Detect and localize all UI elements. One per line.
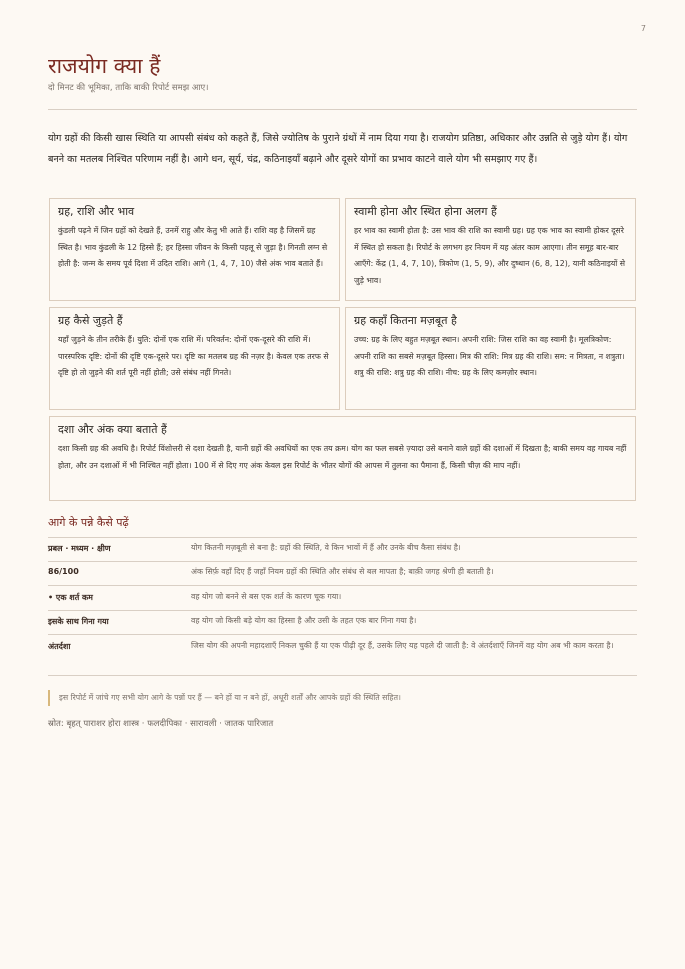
table-row — [48, 585, 637, 610]
row-description: वह योग जो किसी बड़े योग का हिस्सा है और उसी के तहत एक बार गिना गया है। — [191, 616, 417, 625]
footnote-quote: इस रिपोर्ट में जांचे गए सभी योग आगे के पन्नों पर हैं — बने हों या न बने हों, अधूरी शर्तों और आपके ग्रहों की स्थिति सहित। — [48, 690, 639, 706]
card-lordship-placement — [345, 198, 636, 301]
divider — [48, 109, 637, 110]
card-dasha-scores — [49, 416, 636, 501]
card-title: स्वामी होना और स्थित होना अलग हैं — [354, 205, 497, 218]
row-description: अंक सिर्फ़ वहाँ दिए हैं जहाँ नियम ग्रहों की स्थिति और संबंध से बल मापता है; बाक़ी जगह श्रेणी ही बताती है। — [191, 567, 494, 576]
page-title: राजयोग क्या हैं — [48, 54, 161, 78]
card-title: दशा और अंक क्या बताते हैं — [58, 423, 167, 436]
table-row — [48, 537, 637, 561]
guide-table — [48, 537, 637, 676]
card-title: ग्रह, राशि और भाव — [58, 205, 135, 218]
card-planet-strength — [345, 307, 636, 410]
page-subtitle: दो मिनट की भूमिका, ताकि बाकी रिपोर्ट समझ आए। — [48, 83, 209, 93]
card-body: उच्च: ग्रह के लिए बहुत मज़बूत स्थान। अपनी राशि: जिस राशि का वह स्वामी है। मूलत्रिकोण: अपनी राशि का सबसे मज़बूत हिस्सा। मित्र की राशि: मित्र ग्रह की राशि। सम: न मित्रता, न शत्रुता। शत्रु की राशि: शत्रु ग्रह की राशि। नीच: ग्रह के लिए कमज़ोर स्थान। — [354, 335, 625, 377]
row-term: इसके साथ गिना गया — [48, 617, 109, 626]
card-planet-connections — [49, 307, 340, 410]
row-term: • एक शर्त कम — [48, 593, 93, 602]
card-title: ग्रह कैसे जुड़ते हैं — [58, 314, 123, 327]
card-planet-sign-house — [49, 198, 340, 301]
row-term: अंतर्दशा — [48, 642, 71, 651]
table-row — [48, 610, 637, 634]
card-body: कुंडली पढ़ने में जिन ग्रहों को देखते हैं, उनमें राहु और केतु भी आते हैं। राशि वह है जिसमें ग्रह स्थित है। भाव कुंडली के 12 हिस्से हैं; हर हिस्सा जीवन के किसी पहलू से जुड़ा है। गिनती लग्न से होती है: जन्म के समय पूर्व दिशा में उदित राशि। आगे (1, 4, 7, 10) जैसे अंक भाव बताते हैं। — [58, 226, 328, 268]
card-title: ग्रह कहाँ कितना मज़बूत है — [354, 314, 457, 327]
table-row — [48, 561, 637, 585]
card-body: हर भाव का स्वामी होता है: उस भाव की राशि का स्वामी ग्रह। ग्रह एक भाव का स्वामी होकर दूसरे में स्थित हो सकता है। रिपोर्ट के लगभग हर नियम में यह अंतर काम आएगा। तीन समूह बार-बार आएँगे: केंद्र (1, 4, 7, 10), त्रिकोण (1, 5, 9), और दुष्थान (6, 8, 12), यानी कठिनाइयों से जुड़े भाव। — [354, 226, 626, 285]
row-description: योग कितनी मज़बूती से बना है: ग्रहों की स्थिति, वे किन भावों में हैं और उनके बीच कैसा संबंध है। — [191, 543, 461, 552]
card-body: यहाँ जुड़ने के तीन तरीके हैं। युति: दोनों एक राशि में। परिवर्तन: दोनों एक-दूसरे की राशि में। पारस्परिक दृष्टि: दोनों की दृष्टि एक-दूसरे पर। दृष्टि का मतलब ग्रह की नज़र है। केवल एक तरफ से दृष्टि हो तो जुड़ने की शर्त पूरी नहीं होती; उसे संबंध नहीं गिनते। — [58, 335, 329, 377]
card-body: दशा किसी ग्रह की अवधि है। रिपोर्ट विंशोत्तरी से दशा देखती है, यानी ग्रहों की अवधियों का एक तय क्रम। योग का फल सबसे ज़्यादा उसे बनाने वाले ग्रहों की दशाओं में दिखता है; बाकी समय वह गायब नहीं होता, और उन दशाओं में भी निश्चित नहीं होता। 100 में से दिए गए अंक केवल इस रिपोर्ट के भीतर योगों की आपस में तुलना का पैमाना हैं, किसी चीज़ की माप नहीं। — [58, 444, 627, 470]
row-term: 86/100 — [48, 567, 79, 576]
intro-paragraph: योग ग्रहों की किसी खास स्थिति या आपसी संबंध को कहते हैं, जिसे ज्योतिष के पुराने ग्रंथों में नाम दिया गया है। राजयोग प्रतिष्ठा, अधिकार और उन्नति से जुड़े योग हैं। योग बनने का मतलब निश्चित परिणाम नहीं है। आगे धन, सूर्य, चंद्र, कठिनाइयाँ बढ़ाने और दूसरे योगों का प्रभाव काटने वाले योग भी समझाए गए हैं। — [48, 133, 628, 165]
sources-line: स्रोत: बृहत् पाराशर होरा शास्त्र · फलदीपिका · सारावली · जातक पारिजात — [48, 719, 274, 729]
row-description: वह योग जो बनने से बस एक शर्त के कारण चूक गया। — [191, 592, 342, 601]
row-term: प्रबल · मध्यम · क्षीण — [48, 544, 111, 553]
page-number: 7 — [640, 24, 646, 33]
table-row — [48, 634, 637, 676]
row-description: जिस योग की अपनी महादशाएँ निकल चुकी हैं या एक पीढ़ी दूर हैं, उसके लिए यह पहले दी जाती है: वे अंतर्दशाएँ जिनमें वह योग अब भी काम करता है। — [191, 641, 614, 650]
guide-heading: आगे के पन्ने कैसे पढ़ें — [48, 516, 129, 529]
